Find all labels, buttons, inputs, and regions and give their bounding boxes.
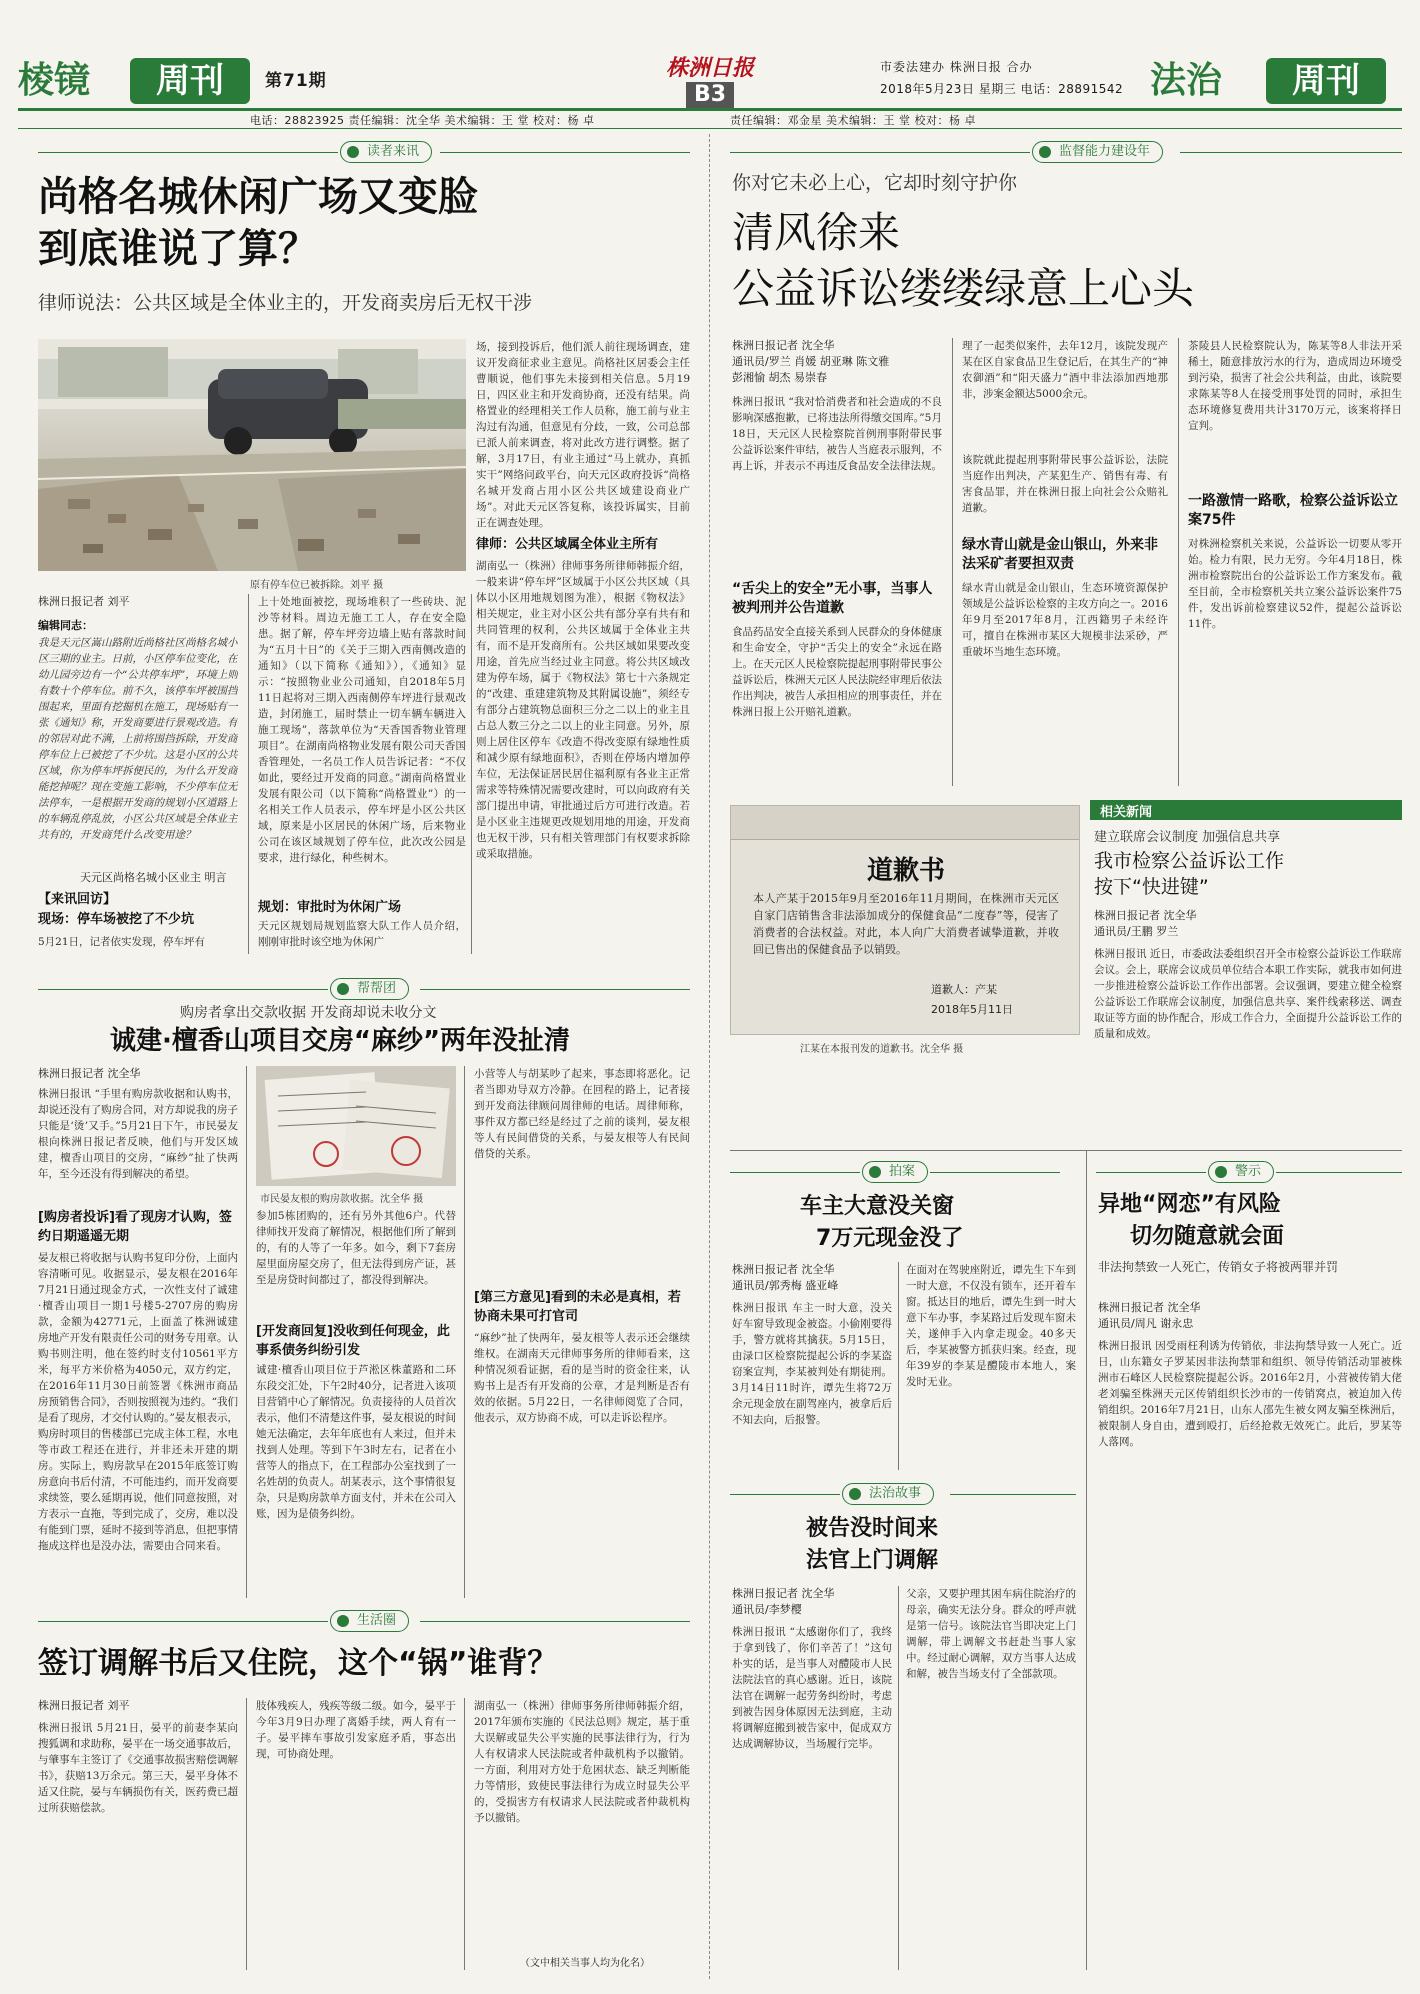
right-story3-col2-text: 父亲，又要护理其困车病住院治疗的母亲，确实无法分身。群众的呼声就是第一信号。该院法官当即决定上门调解，带上调解文书赶赴当事人家中。经过耐心调解，双方当事人达成和解，被告当场支付了全部款项。 [906, 1588, 1076, 1680]
section-tag-supervision: 监督能力建设年 [1032, 141, 1163, 163]
story2-byline: 株洲日报记者 沈全华 [38, 1067, 141, 1080]
right-credits: 责任编辑：邓金星 美术编辑：王 堂 校对：杨 卓 [730, 114, 976, 127]
related-headline-line2: 按下“快进键” [1094, 876, 1209, 898]
right-story4-headline-line2: 切勿随意就会面 [1130, 1224, 1285, 1249]
right-story1-kicker: 你对它未必上心，它却时刻守护你 [732, 172, 1018, 194]
section-tag-helpgroup: 帮帮团 [330, 978, 409, 1000]
related-kicker: 建立联席会议制度 加强信息共享 [1094, 830, 1281, 845]
story3-col2-text: 肢体残疾人，残疾等级二级。如今，晏平于今年3月9日办理了离婚手续，两人育有一子。晏平摔车事故引发家庭矛盾，事态出现，可协商处理。 [256, 1700, 456, 1760]
right-story1-headline-line1: 清风徐来 [732, 208, 901, 257]
section-tag-case: 拍案 [862, 1161, 928, 1183]
related-news-bar [1090, 800, 1402, 820]
section-line [1276, 1172, 1402, 1173]
right-story1-col1-text: 株洲日报讯 “我对恰消费者和社会造成的不良影响深感抱歉，已将违法所得缴交国库。”5月18日，天元区人民检察院首例刑事附带民事公益诉讼案件审结，被告人当庭表示服判，不再上诉，并表示不再违反食品安全法律法规。 [732, 396, 942, 472]
right-story3-byline: 株洲日报记者 沈全华 通讯员/李梦樱 [732, 1587, 835, 1616]
page-divider [709, 134, 710, 1979]
column-rule [246, 1066, 247, 1598]
story2-col1-text: 株洲日报讯 “手里有购房款收据和认购书，却说还没有了购房合同，对方却说我的房子只能是‘烫’又手。”5月21日下午，市民晏友根向株洲日报记者反映，他们与开发区域建，檀香山项目的交房，“麻纱”扯了快两年，至今还没有得到解决的希望。 [38, 1088, 238, 1180]
related-headline-line1: 我市检察公益诉讼工作 [1094, 850, 1285, 872]
story1-byline: 株洲日报记者 刘平 [38, 595, 130, 608]
page-number: B3 [686, 82, 734, 108]
related-byline: 株洲日报记者 沈全华 通讯员/王鹏 罗兰 [1094, 909, 1197, 938]
receipt-photo [256, 1066, 456, 1186]
story2-subhead-developer: [开发商回复]没收到任何现金，此事系债务纠纷引发 [256, 1324, 450, 1358]
section-line [950, 1494, 1076, 1495]
right-story3-headline-line1: 被告没时间来 [806, 1516, 939, 1541]
story2-col2-text2: 诚建·檀香山项目位于芦淞区株董路和二环东段交汇处，下午2时40分，记者进入该项目营销中心了解情况。负责接待的人员首次表示，他们不清楚这件事，晏友根说的时间她无法确定，去年年底也有人来过，但并未找到人处理。等到下午3时左右，记者在小营等人的指点下，在工程部办公室找到了一名姓胡的负责人。胡某表示，这个事情很复杂，只是购房款单方面支付，并未在公司入账，因为是债务纠纷。 [256, 1364, 456, 1520]
column-rule [246, 1698, 247, 1970]
editor-note-text: 我是天元区嵩山路附近尚格社区尚格名城小区三期的业主。日前，小区停车位变化，在幼儿园旁边有一个“公共停车坪”，环境上则有数十个停车位。前不久，该停车坪被围挡围起来，里面有挖掘机在施工，现场贴有一张《通知》称，开发商要进行景观改造。有的邻居对此不满，上前将围挡拆除，开发商停车位上已被挖了不少坑。这是小区的公共区域，你为停车坪拆便民的，为什么开发商能挖掉呢？现在变施工影响，不少停车位无法停车，一是根据开发商的规划小区道路上的车辆乱停乱放，小区公共区域是全体业主共有的，开发商凭什么改变用途？ [38, 637, 238, 841]
section-line [440, 152, 690, 153]
story1-col3-p1: 场，接到投诉后，他们派人前往现场调查，建议开发商征求业主意见。尚格社区居委会主任曹顺说，他们事先未接到相关信息。5月19日，四区业主和开发商协商，还没有结果。尚格置业的经理相关工作人员称，施工前与业主沟过有沟通，但意见有分歧，一致，公司总部已派人前来调查，将对此改方进行调整。据了解，3月17日，有业主通过“马上就办，真抓实干”网络问政平台，向天元区政府投诉“尚格名城开发商占用小区公共区域建设商业广场”。对此天元区答复称，该投诉属实，目前正在调查处理。 [476, 341, 690, 529]
story2-col1-text2: 晏友根已将收据与认购书复印分份，上面内容清晰可见。收据显示，晏友根在2016年7月21日通过现金方式，一次性支付了诚建·檀香山项目一期1号楼5-2707房的购房款，金额为42771元，上面盖了株洲诚建房地产开发有限责任公司的财务专用章。认购书则注明，他在签约时支付10561平方米，每平方米价格为4050元，双方约定，在2016年11月30日前签署《株洲市商品房预销售合同》，否则按照视为违约。“我们是看了现房，才交付认购的。”晏友根表示，购房时项目的售楼部已完成主体工程，水电等市政工程还在进行，并非还未开建的期房。实际上，购房款早在2015年底签订购房意向书后付清，不可能违约，而开发商要求续签，要么延期再说，他们同意按照，对方表示一直拖，等到完成了，交房，难以没有能到门票，延时不接到等消息，但把事情拖成这样也是没办法，需要由合同来看。 [38, 1252, 238, 1552]
section-line [38, 1621, 328, 1622]
right-story1-col2-text3: 绿水青山就是金山银山，生态环境资源保护领域是公益诉讼检察的主攻方向之一。2016年9月至2017年8月，江西籍男子未经许可，擅自在株洲市某区大规模非法采砂，严重破坏当地生态环境。 [962, 582, 1168, 658]
apology-notice [730, 805, 1080, 1035]
apology-sign: 道歉人：产某 [931, 983, 997, 996]
masthead-rule [18, 108, 1402, 111]
right-story1-col3-text: 茶陵县人民检察院认为，陈某等8人非法开采稀土，随意排放污水的行为，造成周边环境受到污染，损害了社会公共利益，由此，该院要求陈某等8人在接受刑事处罚的同时，承担生态环境修复费用共计3170万元，该案将择日宣判。 [1188, 340, 1402, 432]
right-story2-col1-text: 株洲日报讯 车主一时大意，没关好车窗导致现金被盗。小偷刚要得手，警方就将其擒获。5月15日，由渌口区检察院提起公诉的李某盗窃案宣判，李某被判处有期徒刑。3月14日11时许，谭先生将72万余元现金放在副驾座内，被拿后后不知去向，后报警。 [732, 1302, 892, 1426]
column-rule [1178, 338, 1179, 786]
story2-col2-text: 参加5栋团购的，还有另外其他6户。代替律师找开发商了解情况，根据他们所了解到的，有的人等了一年多。如今，剩下7套房屋里面房屋交房了，但无法得到房产证，甚至是房贷时间都过了，都没得到解决。 [256, 1210, 456, 1286]
receipt-photo-drawing [256, 1066, 456, 1186]
story1-subhead-planning: 规划：审批时为休闲广场 [258, 900, 402, 915]
story1-editor-letter [38, 616, 238, 866]
section-line [420, 989, 690, 990]
story3-col1-text: 株洲日报讯 5月21日，晏平的前妻李某向搜狐调和求助称，晏平在一场交通事故后，与肇事车主签订了《交通事故损害赔偿调解书》，获赔13万余元。第三天，晏平身体不适又住院，晏与车辆损伤有关，医药费已超过所获赔偿款。 [38, 1722, 238, 1814]
story3-byline: 株洲日报记者 刘平 [38, 1699, 130, 1712]
column-rule [1086, 1150, 1087, 1970]
section-tag-warning: 警示 [1208, 1161, 1274, 1183]
section-line [730, 152, 1030, 153]
section-line [730, 1172, 860, 1173]
masthead-rule-thin [18, 128, 1402, 129]
right-story4-byline: 株洲日报记者 沈全华 通讯员/周凡 谢永忠 [1098, 1301, 1201, 1330]
date-line: 2018年5月23日 星期三 电话：28891542 [880, 82, 1124, 96]
section-line [730, 1494, 840, 1495]
right-story1-subhead-green: 绿水青山就是金山银山，外来非法采矿者要担双责 [962, 537, 1158, 572]
story1-col3-text [476, 339, 690, 859]
receipt-photo-caption: 市民晏友根的购房款收据。沈全华 摄 [260, 1194, 424, 1205]
column-rule [952, 338, 953, 786]
column-rule [464, 1066, 465, 1598]
right-story4-headline-line1: 异地“网恋”有风险 [1098, 1192, 1281, 1217]
story1-deck: 律师说法：公共区域是全体业主的，开发商卖房后无权干涉 [38, 292, 533, 314]
right-story1-headline-line2: 公益诉讼缕缕绿意上心头 [732, 264, 1195, 313]
right-story2-headline-line2: 7万元现金没了 [816, 1226, 964, 1251]
section-line [38, 152, 338, 153]
story2-deck: 购房者拿出交款收据 开发商却说未收分文 [180, 1005, 437, 1021]
right-story1-col1-text2: 食品药品安全直接关系到人民群众的身体健康和生命安全，守护“舌尖上的安全”永远在路上。在天元区人民检察院提起刑事附带民事公益诉讼后，株洲天元区人民法院经审理后依法作出判决，被告人承担相应的刑事责任，并在株洲日报上公开赔礼道歉。 [732, 626, 942, 718]
story1-col2-text2: 天元区规划局规划监察大队工作人员介绍，刚刚审批时该空地为休闲广 [258, 920, 466, 948]
paper-masthead [640, 56, 780, 108]
right-story3-col1-text: 株洲日报讯 “太感谢你们了，我终于拿到钱了，你们辛苦了！”这句朴实的话，是当事人对醴陵市人民法院法官的真心感谢。近日，该院法官在调解一起劳务纠纷时，考虑到被告因身体原因无法到庭，主动将调解庭搬到被告家中，促成双方达成调解协议，当场履行完毕。 [732, 1626, 892, 1750]
column-rule [898, 1262, 899, 1470]
story1-headline-line2: 到底谁说了算？ [38, 226, 318, 272]
right-story1-col3-text2: 对株洲检察机关来说，公益诉讼一切要从零开始。检力有限，民力无穷。今年4月18日，株洲市检察院出台的公益诉讼工作方案发布。截至目前，全市检察机关共立案公益诉讼案件75件，发出诉前检察建议52件，提起公益诉讼11件。 [1188, 538, 1402, 630]
section-line [420, 1621, 690, 1622]
column-rule [898, 1586, 899, 1970]
left-credits: 电话：28823925 责任编辑：沈全华 美术编辑：王 堂 校对：杨 卓 [250, 114, 595, 127]
right-story1-subhead-food: “舌尖上的安全”无小事，当事人被判刑并公告道歉 [732, 581, 933, 616]
right-story1-byline: 株洲日报记者 沈全华 通讯员/罗兰 肖媛 胡亚琳 陈文雅 彭湘愉 胡杰 易崇春 [732, 339, 890, 384]
related-news-tag: 相关新闻 [1100, 805, 1153, 820]
story2-subhead-thirdparty: [第三方意见]看到的未必是真相，若协商未果可打官司 [474, 1290, 681, 1324]
right-section-tag: 周刊 [1266, 58, 1386, 104]
issue-number: 第71期 [265, 71, 327, 91]
apology-body: 本人产某于2015年9月至2016年11月期间，在株洲市天元区自家门店销售含非法添加成分的保健食品“二度春”等，侵害了消费者的合法权益。对此，本人向广大消费者诚挚道歉，并收回已售出的保健食品予以销毁。 [753, 892, 1059, 956]
right-story2-col2-text: 在面对在驾驶座附近，谭先生下车到一时大意，不仅没有锁车，还开着车窗。抵达目的地后，谭先生到一时大意下车办事，李某路过后发现车窗未关，遂伸手入内拿走现金。40多天后，李某被警方抓获归案。经查，现年39岁的李某是醴陵市本地人，案发时无业。 [906, 1264, 1076, 1388]
right-story1-col2-text: 理了一起类似案件，去年12月，该院发现产某在区自家食品卫生登记后，在其生产的“神农御酒”和“阳天盛力”酒中非法添加西地那非，涉案金额达5000余元。 [962, 340, 1168, 400]
followup-label: 【来讯回访】 [38, 892, 117, 907]
section-line [1180, 152, 1402, 153]
section-line [38, 989, 328, 990]
left-section-logo: 棱镜 [18, 60, 91, 101]
section-tag-reader: 读者来讯 [340, 141, 432, 163]
right-story2-byline: 株洲日报记者 沈全华 通讯员/郭秀梅 盛亚峰 [732, 1263, 839, 1292]
apology-header-strip [731, 806, 1080, 840]
related-text: 株洲日报讯 近日，市委政法委组织召开全市检察公益诉讼工作联席会议。会上，联席会议成员单位结合本职工作实际，就我市如何进一步推进检察公益诉讼工作作出部署。会议强调，要建立健全检察公益诉讼工作联席会议制度，加强信息共享、案件线索移送、调查取证等方面的协作配合，形成工作合力，全面提升公益诉讼工作的质量和成效。 [1094, 948, 1402, 1040]
plaza-photo-drawing [38, 339, 466, 571]
right-story3-headline-line2: 法官上门调解 [806, 1548, 939, 1573]
story1-col3-p2: 湖南弘一（株洲）律师事务所律师韩振介绍，一般来讲“停车坪”区域属于小区公共区域（具体以小区用地规划图为准），根据《物权法》相关规定，业主对小区公共有部分享有共有和共同管理的权利，公共区域属于全体业主共有，而不是开发商所有。公共区域如果要改变用途，首先应当经过业主同意。将公共区域改建为停车场，属于《物权法》第七十六条规定的“改建、重建建筑物及其附属设施”，须经专有部分占建筑物总面积三分之二以上的业主且占总人数三分之二以上的业主同意。另外，原则上居住区停车《改造不得改变原有绿地性质和减少原有绿地面积》，否则在停场内增加停车位，无法保证居民居住福利原有各业主正常需求等特殊情况需要改建时，可以向政府有关部门提出申请，审批通过后方可进行改造。若是小区业主违规更改规划用地的用途，开发商也无权干涉，只有相关管理部门有权要求拆除或采取措施。 [476, 560, 690, 859]
story3-col3-text: 湖南弘一（株洲）律师事务所律师韩振介绍，2017年颁布实施的《民法总则》规定，基于重大误解或显失公平实施的民事法律行为，行为人有权请求人民法院或者仲裁机构予以撤销。一方面，利用对方处于危困状态、缺乏判断能力等情形，致使民事法律行为成立时显失公平的，受损害方有权请求人民法院或者仲裁机构予以撤销。 [474, 1700, 690, 1824]
story2-subhead-buyer: [购房者投诉]看了现房才认购，签约日期遥遥无期 [38, 1210, 232, 1244]
apology-title: 道歉书 [866, 856, 945, 886]
followup-text: 5月21日，记者依实发现，停车坪有 [38, 936, 206, 948]
right-story2-headline-line1: 车主大意没关窗 [800, 1194, 955, 1219]
right-story4-text: 株洲日报讯 因受雨枉利诱为传销依，非法拘禁导致一人死亡。近日，山东籍女子罗某因非法拘禁罪和组织、领导传销活动罪被株洲市石峰区人民检察院提起公诉。2016年2月，小营被传销大佬老刘骗至株洲天元区传销组织长沙市的一传销窝点，被迫加入传销组织。2016年7月21日，山东人邵先生被女网友骗至株洲后，被限制人身自由，遭到殴打，后经抢救无效死亡。此后，罗某等人落网。 [1098, 1340, 1402, 1448]
section-divider [730, 1150, 1402, 1151]
story2-headline: 诚建·檀香山项目交房“麻纱”两年没扯清 [110, 1026, 571, 1056]
sponsor-line: 市委法建办 株洲日报 合办 [880, 60, 1033, 74]
story3-headline: 签订调解书后又住院，这个“锅”谁背？ [38, 1646, 558, 1681]
apology-date: 2018年5月11日 [931, 1003, 1013, 1016]
followup-head: 现场：停车场被挖了不少坑 [38, 912, 195, 927]
story2-col3-text: 小营等人与胡某吵了起来，事态即将恶化。记者当即劝导双方冷静。在回程的路上，记者接到开发商法律顾问周律师的电话。周律师称，事件双方都已经是经过了之前的谈判，晏友根等人有民间借贷的关系，与晏友根等人有民间借贷的关系。 [474, 1068, 690, 1160]
story2-col3-text2: “麻纱”扯了快两年，晏友根等人表示还会继续维权。在湖南天元律师事务所的律师看来，这种情况须看证据，看的是当时的资金往来，认购书上是否有开发商的公章，才是判断是否有效的依据。5月22日，一名律师阅览了合同，他表示，双方协商不成，可以走诉讼程序。 [474, 1332, 690, 1424]
right-story4-deck: 非法拘禁致一人死亡，传销女子将被两罪并罚 [1098, 1260, 1339, 1274]
column-rule [248, 594, 249, 954]
section-line [1096, 1172, 1206, 1173]
story1-subhead-lawyer: 律师：公共区域属全体业主所有 [476, 537, 659, 552]
plaza-photo-caption: 原有停车位已被拆除。刘平 摄 [250, 580, 384, 591]
apology-caption: 江某在本报刊发的道歉书。沈全华 摄 [800, 1044, 964, 1055]
column-rule [464, 1698, 465, 1970]
section-tag-life: 生活圈 [330, 1610, 409, 1632]
editor-sign: 天元区尚格名城小区业主 明言 [80, 871, 227, 884]
plaza-photo [38, 339, 466, 571]
story1-headline-line1: 尚格名城休闲广场又变脸 [38, 174, 478, 220]
column-rule [471, 594, 472, 954]
left-section-tag: 周刊 [130, 58, 250, 104]
right-story1-subhead-cases: 一路激情一路歌，检察公益诉讼立案75件 [1188, 493, 1398, 528]
story3-footnote: （文中相关当事人均为化名） [520, 1958, 650, 1969]
editor-note-label: 编辑同志： [38, 619, 93, 632]
paper-name: 株洲日报 [665, 55, 754, 81]
right-story1-col2-text2: 该院就此提起刑事附带民事公益诉讼，法院当庭作出判决，产某犯生产、销售有毒、有害食品罪，并在株洲日报上向社会公众赔礼道歉。 [962, 454, 1168, 514]
section-line [930, 1172, 1060, 1173]
story1-col2-text: 上十处地面被挖，现场堆积了一些砖块、泥沙等材料。周边无施工工人，存在安全隐患。据了解，停车坪旁边墙上贴有落款时间为“五月十日”的《关于三期入西南侧改造的通知》（以下简称《通知》），《通知》显示：“按照物业业公司通知，自2018年5月11日起将对三期入西南侧停车坪进行景观改造，封闭施工，届时禁止一切车辆车辆进入施工现场”，落款单位为“天香国香物业管理项目”。在湖南尚格物业发展有限公司天香国香管理处，一名员工作人员告诉记者：“不仅如此，要经过开发商的同意。”湖南尚格置业发展有限公司（以下简称“尚格置业”）的一名相关工作人员表示，停车坪是小区公共区域，原来是小区居民的休闲广场，后来物业公司在该区域规划了停车位，此次改公园是要求，进行绿化，种些树木。 [258, 596, 466, 864]
right-section-logo: 法治 [1150, 60, 1223, 101]
section-tag-legalstory: 法治故事 [842, 1483, 934, 1505]
